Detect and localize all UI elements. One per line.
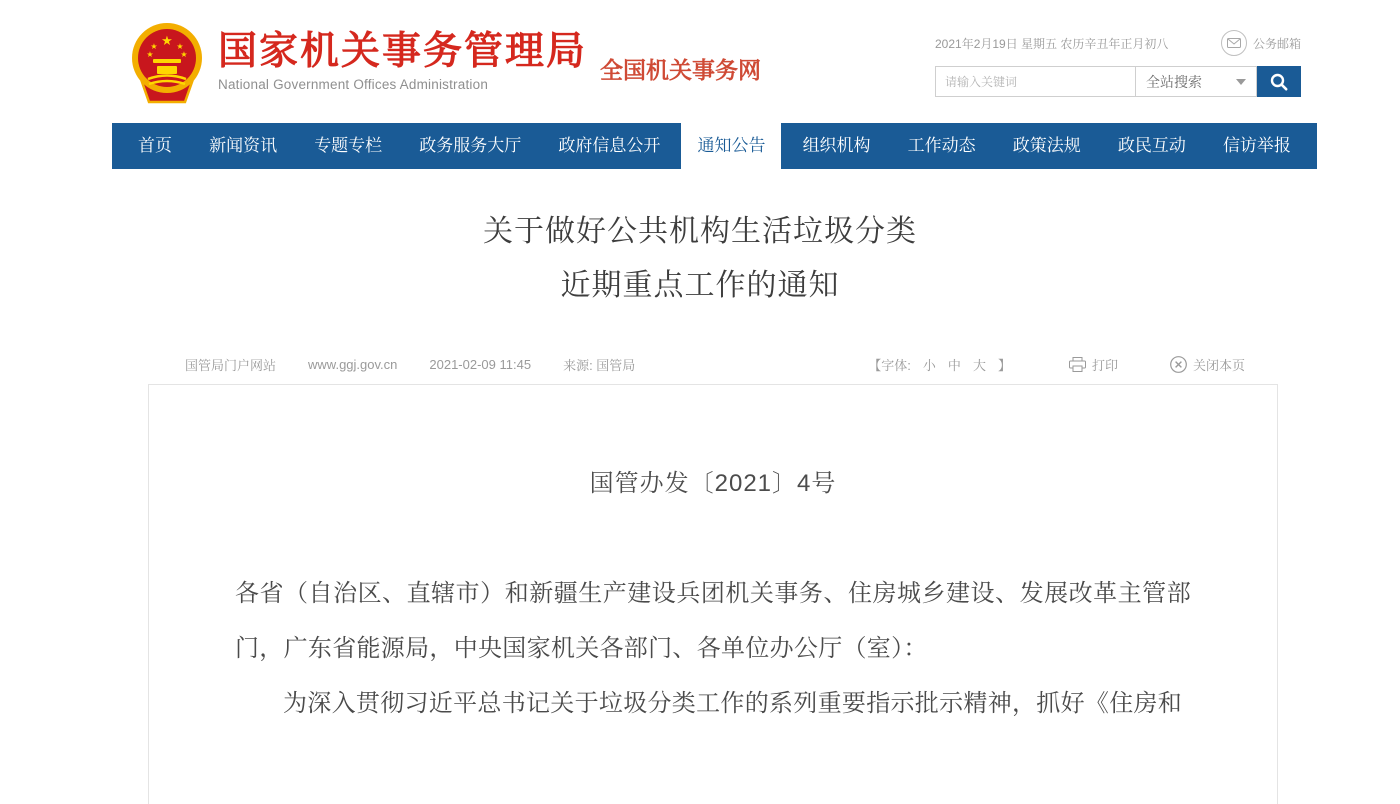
site-name: 全国机关事务网 — [600, 57, 761, 83]
nav-item-home[interactable]: 首页 — [138, 136, 172, 155]
close-page-button[interactable] — [1170, 355, 1245, 374]
chevron-down-icon — [1236, 79, 1246, 85]
meta-datetime: 2021-02-09 11:45 — [429, 357, 532, 372]
font-size-medium-button[interactable]: 中 — [947, 358, 961, 373]
search-scope-label: 全站搜索 — [1146, 73, 1202, 90]
org-title-en: National Government Offices Administration — [218, 77, 489, 92]
site-header — [0, 0, 1400, 123]
nav-item-gov-info[interactable]: 政府信息公开 — [558, 136, 661, 155]
nav-item-topics[interactable]: 专题专栏 — [314, 136, 383, 155]
search-icon — [1269, 72, 1289, 92]
font-size-small-button[interactable]: 小 — [922, 358, 936, 373]
svg-text:★: ★ — [180, 50, 188, 59]
nav-item-organization[interactable]: 组织机构 — [802, 136, 871, 155]
date-line: 2021年2月19日 星期五 农历辛丑年正月初八 — [935, 36, 1169, 51]
close-circle-icon — [1170, 356, 1187, 373]
article-content-box — [148, 384, 1278, 804]
meta-source: 来源: 国管局 — [563, 358, 636, 373]
search-input[interactable] — [935, 66, 1135, 97]
svg-text:★: ★ — [150, 42, 158, 51]
official-mailbox-link[interactable] — [1221, 30, 1301, 56]
nav-item-service-hall[interactable]: 政务服务大厅 — [419, 136, 522, 155]
font-label-close: 】 — [997, 358, 1011, 373]
svg-text:★: ★ — [161, 33, 173, 48]
search-scope-select[interactable] — [1135, 66, 1257, 97]
site-search — [935, 66, 1301, 97]
page-title-line2: 近期重点工作的通知 — [560, 269, 840, 302]
meta-source-site: 国管局门户网站 — [185, 358, 277, 373]
nav-item-interaction[interactable]: 政民互动 — [1117, 136, 1186, 155]
article-body — [235, 566, 1191, 731]
svg-text:★: ★ — [146, 50, 154, 59]
site-logo[interactable] — [130, 22, 587, 108]
page-title — [0, 205, 1400, 313]
article-paragraph: 各省（自治区、直辖市）和新疆生产建设兵团机关事务、住房城乡建设、发展改革主管部门，广东省能源局，中央国家机关各部门、各单位办公厅（室）： — [235, 580, 1191, 662]
mail-icon — [1221, 30, 1247, 56]
svg-text:★: ★ — [176, 42, 184, 51]
nav-item-notices[interactable]: 通知公告 — [681, 123, 781, 169]
search-button[interactable] — [1257, 66, 1301, 97]
header-utilities — [935, 28, 1301, 97]
font-label-open: 【字体: — [868, 358, 911, 373]
document-number: 国管办发〔2021〕4号 — [589, 470, 837, 497]
meta-site-url: www.ggj.gov.cn — [308, 357, 398, 372]
nav-item-work-updates[interactable]: 工作动态 — [907, 136, 976, 155]
main-nav — [112, 123, 1317, 169]
article-main — [0, 205, 1400, 804]
printer-icon — [1069, 357, 1086, 372]
nav-item-policies[interactable]: 政策法规 — [1012, 136, 1081, 155]
print-label: 打印 — [1091, 358, 1118, 373]
article-meta-row — [185, 355, 1245, 374]
org-title-cn: 国家机关事务管理局 — [218, 30, 588, 73]
national-emblem-icon — [130, 22, 204, 108]
nav-item-petition[interactable]: 信访举报 — [1222, 136, 1291, 155]
mailbox-label: 公务邮箱 — [1252, 36, 1301, 51]
article-paragraph: 为深入贯彻习近平总书记关于垃圾分类工作的系列重要指示批示精神，抓好《住房和 — [283, 690, 1183, 717]
font-size-large-button[interactable]: 大 — [972, 358, 986, 373]
nav-item-news[interactable]: 新闻资讯 — [209, 136, 278, 155]
print-button[interactable] — [1069, 355, 1118, 374]
close-page-label: 关闭本页 — [1192, 358, 1245, 373]
page-title-line1: 关于做好公共机构生活垃圾分类 — [483, 215, 917, 248]
font-size-control — [868, 355, 1011, 374]
